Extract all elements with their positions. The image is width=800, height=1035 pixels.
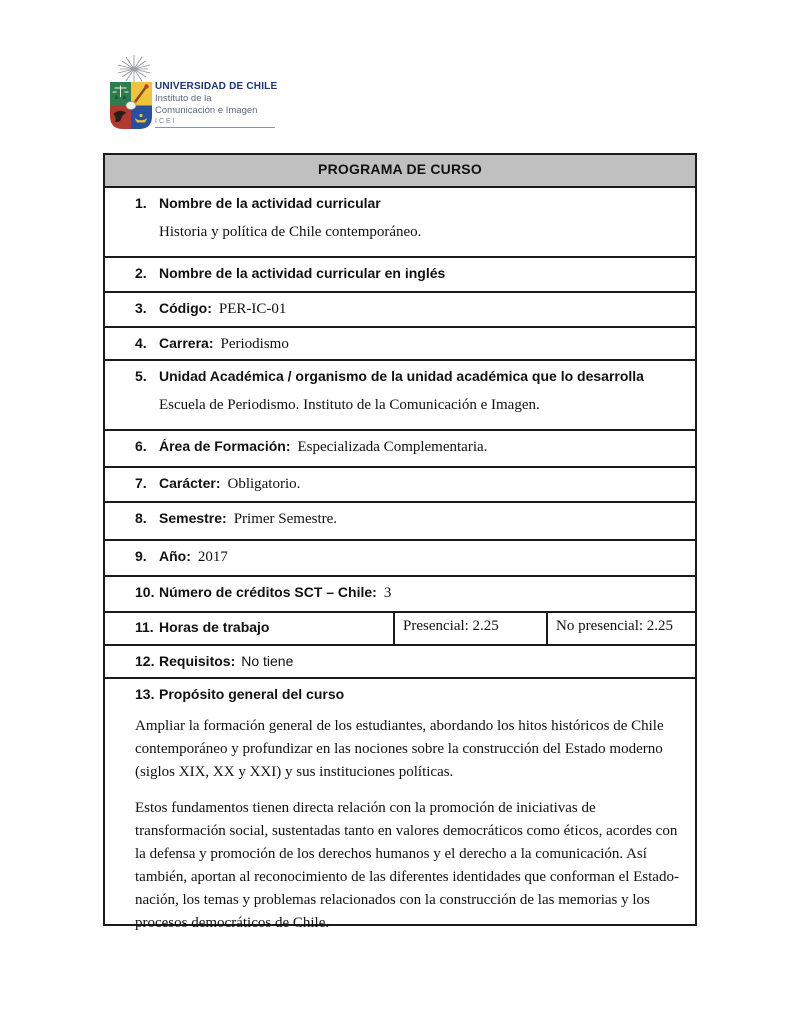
row-label: Carácter:: [159, 475, 221, 491]
row-label: Horas de trabajo: [159, 619, 270, 635]
row-label: Nombre de la actividad curricular: [159, 195, 381, 211]
row-value: Periodismo: [220, 336, 289, 352]
starburst-icon: [112, 53, 156, 85]
row-value: Historia y política de Chile contemporáneo.: [159, 224, 422, 240]
proposito-paragraph-2: Estos fundamentos tienen directa relación con la promoción de iniciativas de transformación social, sustentadas tanto en valores democráticos como éticos, acordes con la defensa y promoción de los derechos humanos y el derecho a la comunicación. Así también, aportan al reconocimiento de las diferentes identidades que conforman el Estado-nación, los temas y problemas relacionados con la construcción de las memorias y los procesos democráticos de Chile.: [135, 800, 679, 931]
row-number: 4.: [135, 335, 147, 351]
university-name: UNIVERSIDAD DE CHILE: [155, 81, 278, 92]
row-value: No tiene: [241, 653, 294, 669]
row-label: Carrera:: [159, 335, 214, 351]
row-ano: [105, 541, 695, 577]
logo-text-block: [155, 81, 281, 128]
row-value: Escuela de Periodismo. Instituto de la Comunicación e Imagen.: [159, 397, 540, 413]
row-value: Especializada Complementaria.: [297, 439, 488, 455]
row-label: Año:: [159, 548, 191, 564]
row-codigo: [105, 293, 695, 328]
row-label: Área de Formación:: [159, 438, 291, 454]
presencial-cell: Presencial: 2.25: [393, 613, 546, 644]
row-value: 2017: [197, 549, 228, 565]
row-number: 2.: [135, 265, 147, 281]
row-number: 1.: [135, 195, 147, 211]
row-horas-trabajo: [105, 613, 695, 646]
proposito-paragraph-1: Ampliar la formación general de los estudiantes, abordando los hitos históricos de Chile contemporáneo y profundizar en las nociones sobre la construcción del Estado moderno (siglos XIX, XX y XXI) y sus instituciones políticas.: [135, 718, 664, 780]
table-title: PROGRAMA DE CURSO: [105, 155, 695, 188]
row-value: Primer Semestre.: [233, 511, 338, 527]
row-nombre-ingles: [105, 258, 695, 293]
row-nombre-actividad: [105, 188, 695, 258]
row-label: Nombre de la actividad curricular en inglés: [159, 265, 446, 281]
row-semestre: [105, 503, 695, 541]
row-number: 13.: [135, 686, 155, 702]
institute-acronym: ICEI: [155, 118, 275, 128]
row-label: Número de créditos SCT – Chile:: [159, 584, 377, 600]
row-value: 3: [383, 585, 392, 601]
row-label: Propósito general del curso: [159, 686, 345, 702]
row-label: Código:: [159, 300, 212, 316]
row-number: 3.: [135, 300, 147, 316]
row-carrera: [105, 328, 695, 361]
row-number: 5.: [135, 368, 147, 384]
row-number: 7.: [135, 475, 147, 491]
row-label: Unidad Académica / organismo de la unidad académica que lo desarrolla: [159, 368, 644, 384]
row-number: 8.: [135, 510, 147, 526]
row-creditos: [105, 577, 695, 613]
horas-label-cell: [105, 613, 393, 644]
university-shield-icon: [110, 82, 152, 129]
row-number: 11.: [135, 619, 154, 635]
row-number: 12.: [135, 653, 155, 669]
row-number: 9.: [135, 548, 147, 564]
row-value: PER-IC-01: [218, 301, 287, 317]
row-label: Requisitos:: [159, 653, 236, 669]
institute-name-line2: Comunicación e Imagen: [155, 104, 258, 116]
row-caracter: [105, 468, 695, 503]
row-label: Semestre:: [159, 510, 227, 526]
row-area-formacion: [105, 431, 695, 468]
row-number: 6.: [135, 438, 147, 454]
institute-name-line1: Instituto de la: [155, 93, 212, 104]
row-requisitos: [105, 646, 695, 679]
row-value: Obligatorio.: [227, 476, 301, 492]
course-program-table: [103, 153, 697, 931]
university-logo: [108, 53, 288, 135]
row-unidad-academica: [105, 361, 695, 431]
row-number: 10.: [135, 584, 155, 600]
row-proposito-general: [105, 679, 695, 931]
no-presencial-cell: No presencial: 2.25: [546, 613, 695, 644]
